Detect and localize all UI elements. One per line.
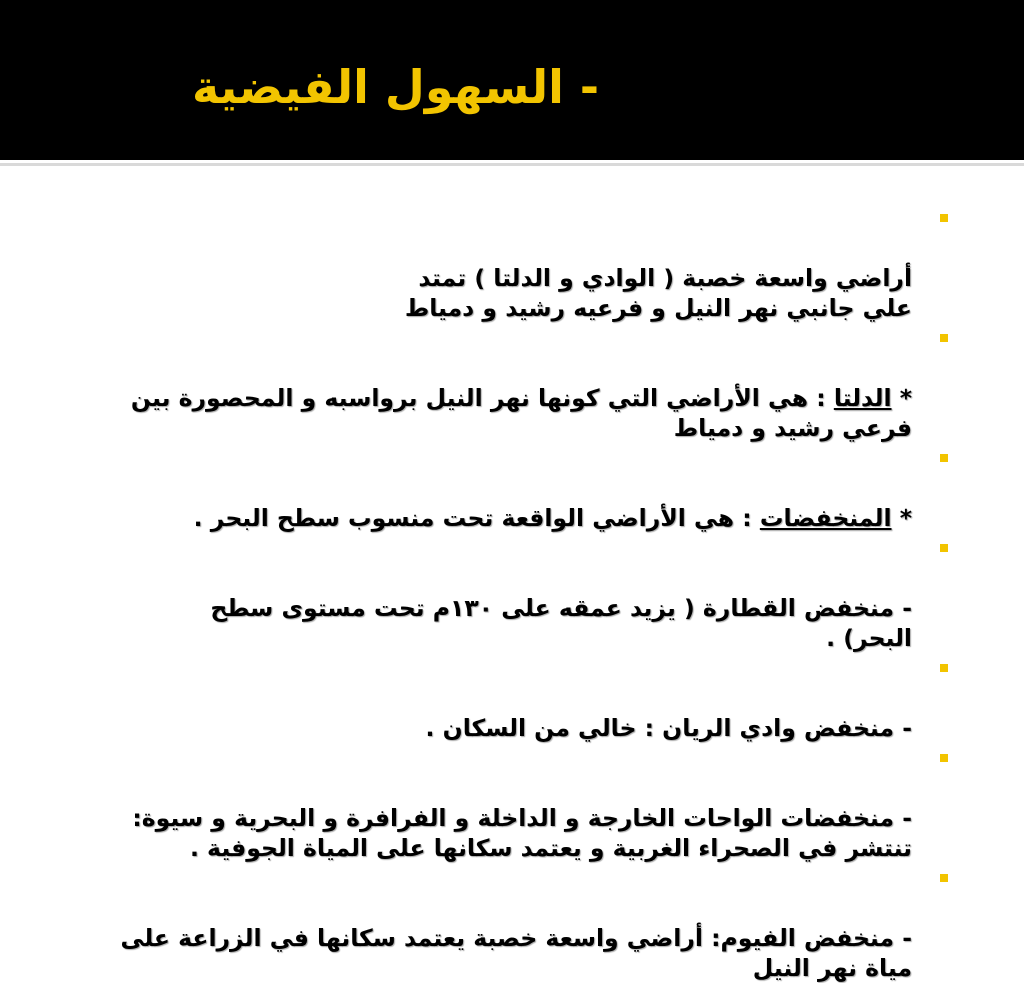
bullet-item-3: [72, 443, 952, 533]
bullet-text: : هي الأراضي التي كونها نهر النيل برواسبه و المحصورة بين فرعي رشيد و دمياط: [130, 384, 912, 442]
bullet-item-5: [72, 653, 952, 743]
square-bullet-icon: [940, 334, 948, 342]
square-bullet-icon: [940, 454, 948, 462]
slide-title: - السهول الفيضية: [191, 60, 599, 114]
bullet-item-6: [72, 743, 952, 863]
square-bullet-icon: [940, 664, 948, 672]
bullet-item-2: [72, 323, 952, 443]
bullet-text: - منخفض القطارة ( يزيد عمقه على ١٣٠م تحت مستوى سطح البحر) .: [210, 594, 912, 652]
bullet-term-delta: الدلتا: [833, 384, 892, 412]
bullet-item-1: [72, 203, 952, 323]
title-bar: [0, 0, 1024, 160]
bullet-item-4: [72, 533, 952, 653]
bullet-prefix: *: [891, 384, 912, 412]
bullet-text: : هي الأراضي الواقعة تحت منسوب سطح البحر .: [193, 504, 760, 532]
title-separator: [0, 163, 1024, 166]
bullet-text: - منخفض الفيوم: أراضي واسعة خصبة يعتمد سكانها في الزراعة على مياة نهر النيل: [120, 924, 912, 982]
bullet-prefix: *: [891, 504, 912, 532]
bullet-text: - منخفضات الواحات الخارجة و الداخلة و الفرافرة و البحرية و سيوة: تنتشر في الصحراء الغربية و يعتمد سكانها على المياة الجوفية .: [132, 804, 912, 862]
bullet-text: أراضي واسعة خصبة ( الوادي و الدلتا ) تمتد علي جانبي نهر النيل و فرعيه رشيد و دمياط: [404, 264, 912, 322]
square-bullet-icon: [940, 214, 948, 222]
square-bullet-icon: [940, 544, 948, 552]
bullet-list: [72, 203, 952, 983]
square-bullet-icon: [940, 754, 948, 762]
square-bullet-icon: [940, 874, 948, 882]
bullet-text: - منخفض وادي الريان : خالي من السكان .: [425, 714, 912, 742]
bullet-term-depressions: المنخفضات: [759, 504, 892, 532]
bullet-item-7: [72, 863, 952, 983]
